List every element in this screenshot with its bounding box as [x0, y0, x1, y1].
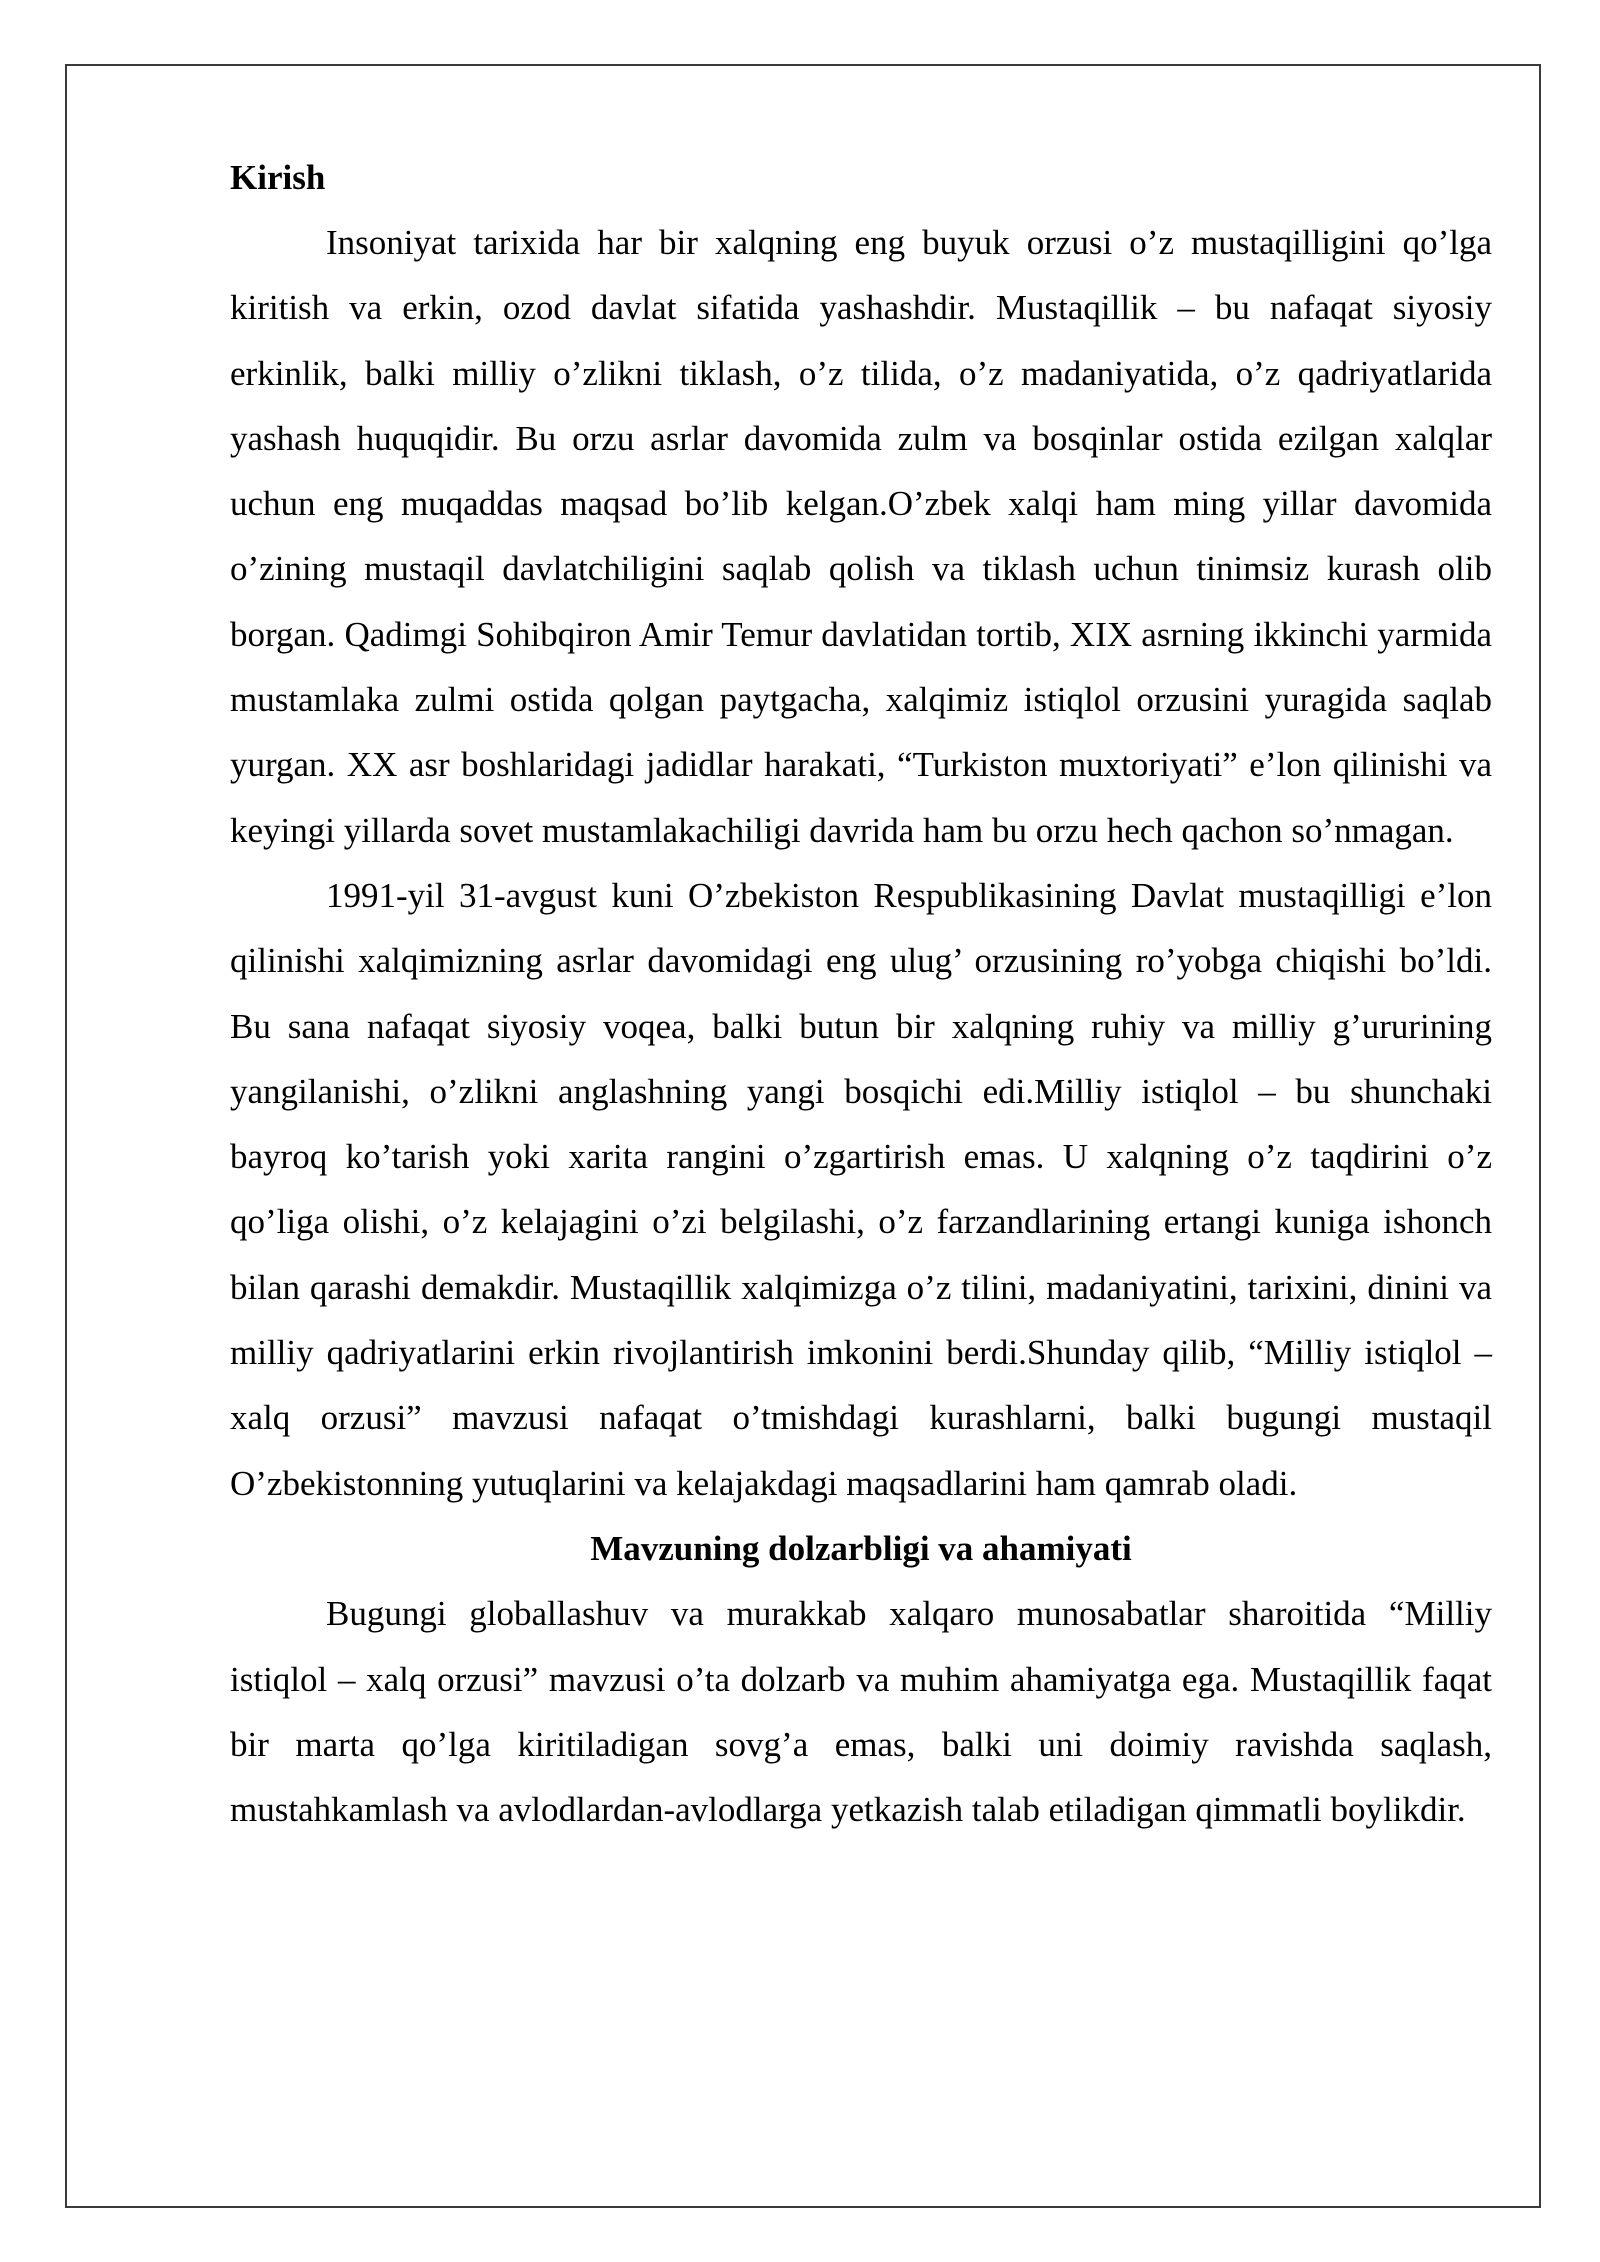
section-heading-intro: Kirish: [230, 158, 326, 197]
paragraph-intro-1: Insoniyat tarixida har bir xalqning eng buyuk orzusi o’z mustaqilligini qo’lga kiritish va erkin, ozod davlat sifatida yashashdir. Mustaqillik – bu nafaqat siyosiy erkinlik, balki milliy o’zlikni tiklash, o’z tilida, o’z madaniyatida, o’z qadriyatlarida yashash huquqidir. Bu orzu asrlar davomida zulm va bosqinlar ostida ezilgan xalqlar uchun eng muqaddas maqsad bo’lib kelgan.O’zbek xalqi ham ming yillar davomida o’zining mustaqil davlatchiligini saqlab qolish va tiklash uchun tinimsiz kurash olib borgan. Qadimgi Sohibqiron Amir Temur davlatidan tortib, XIX asrning ikkinchi yarmida mustamlaka zulmi ostida qolgan paytgacha, xalqimiz istiqlol orzusini yuragida saqlab yurgan. XX asr boshlaridagi jadidlar harakati, “Turkiston muxtoriyati” e’lon qilinishi va keyingi yillarda sovet mustamlakachiligi davrida ham bu orzu hech qachon so’nmagan.: [230, 223, 1492, 850]
section-heading-relevance: Mavzuning dolzarbligi va ahamiyati: [590, 1528, 1132, 1568]
document-body: [230, 145, 1492, 1842]
paragraph-intro-2: 1991-yil 31-avgust kuni O’zbekiston Respublikasining Davlat mustaqilligi e’lon qilinishi xalqimizning asrlar davomidagi eng ulug’ orzusining ro’yobga chiqishi bo’ldi. Bu sana nafaqat siyosiy voqea, balki butun bir xalqning ruhiy va milliy g’ururining yangilanishi, o’zlikni anglashning yangi bosqichi edi.Milliy istiqlol – bu shunchaki bayroq ko’tarish yoki xarita rangini o’zgartirish emas. U xalqning o’z taqdirini o’z qo’liga olishi, o’z kelajagini o’zi belgilashi, o’z farzandlarining ertangi kuniga ishonch bilan qarashi demakdir. Mustaqillik xalqimizga o’z tilini, madaniyatini, tarixini, dinini va milliy qadriyatlarini erkin rivojlantirish imkonini berdi.Shunday qilib, “Milliy istiqlol – xalq orzusi” mavzusi nafaqat o’tmishdagi kurashlarni, balki bugungi mustaqil O’zbekistonning yutuqlarini va kelajakdagi maqsadlarini ham qamrab oladi.: [230, 875, 1492, 1503]
paragraph-relevance-1: Bugungi globallashuv va murakkab xalqaro munosabatlar sharoitida “Milliy istiqlol – xalq orzusi” mavzusi o’ta dolzarb va muhim ahamiyatga ega. Mustaqillik faqat bir marta qo’lga kiritiladigan sovg’a emas, balki uni doimiy ravishda saqlash, mustahkamlash va avlodlardan-avlodlarga yetkazish talab etiladigan qimmatli boylikdir.: [230, 1594, 1492, 1830]
